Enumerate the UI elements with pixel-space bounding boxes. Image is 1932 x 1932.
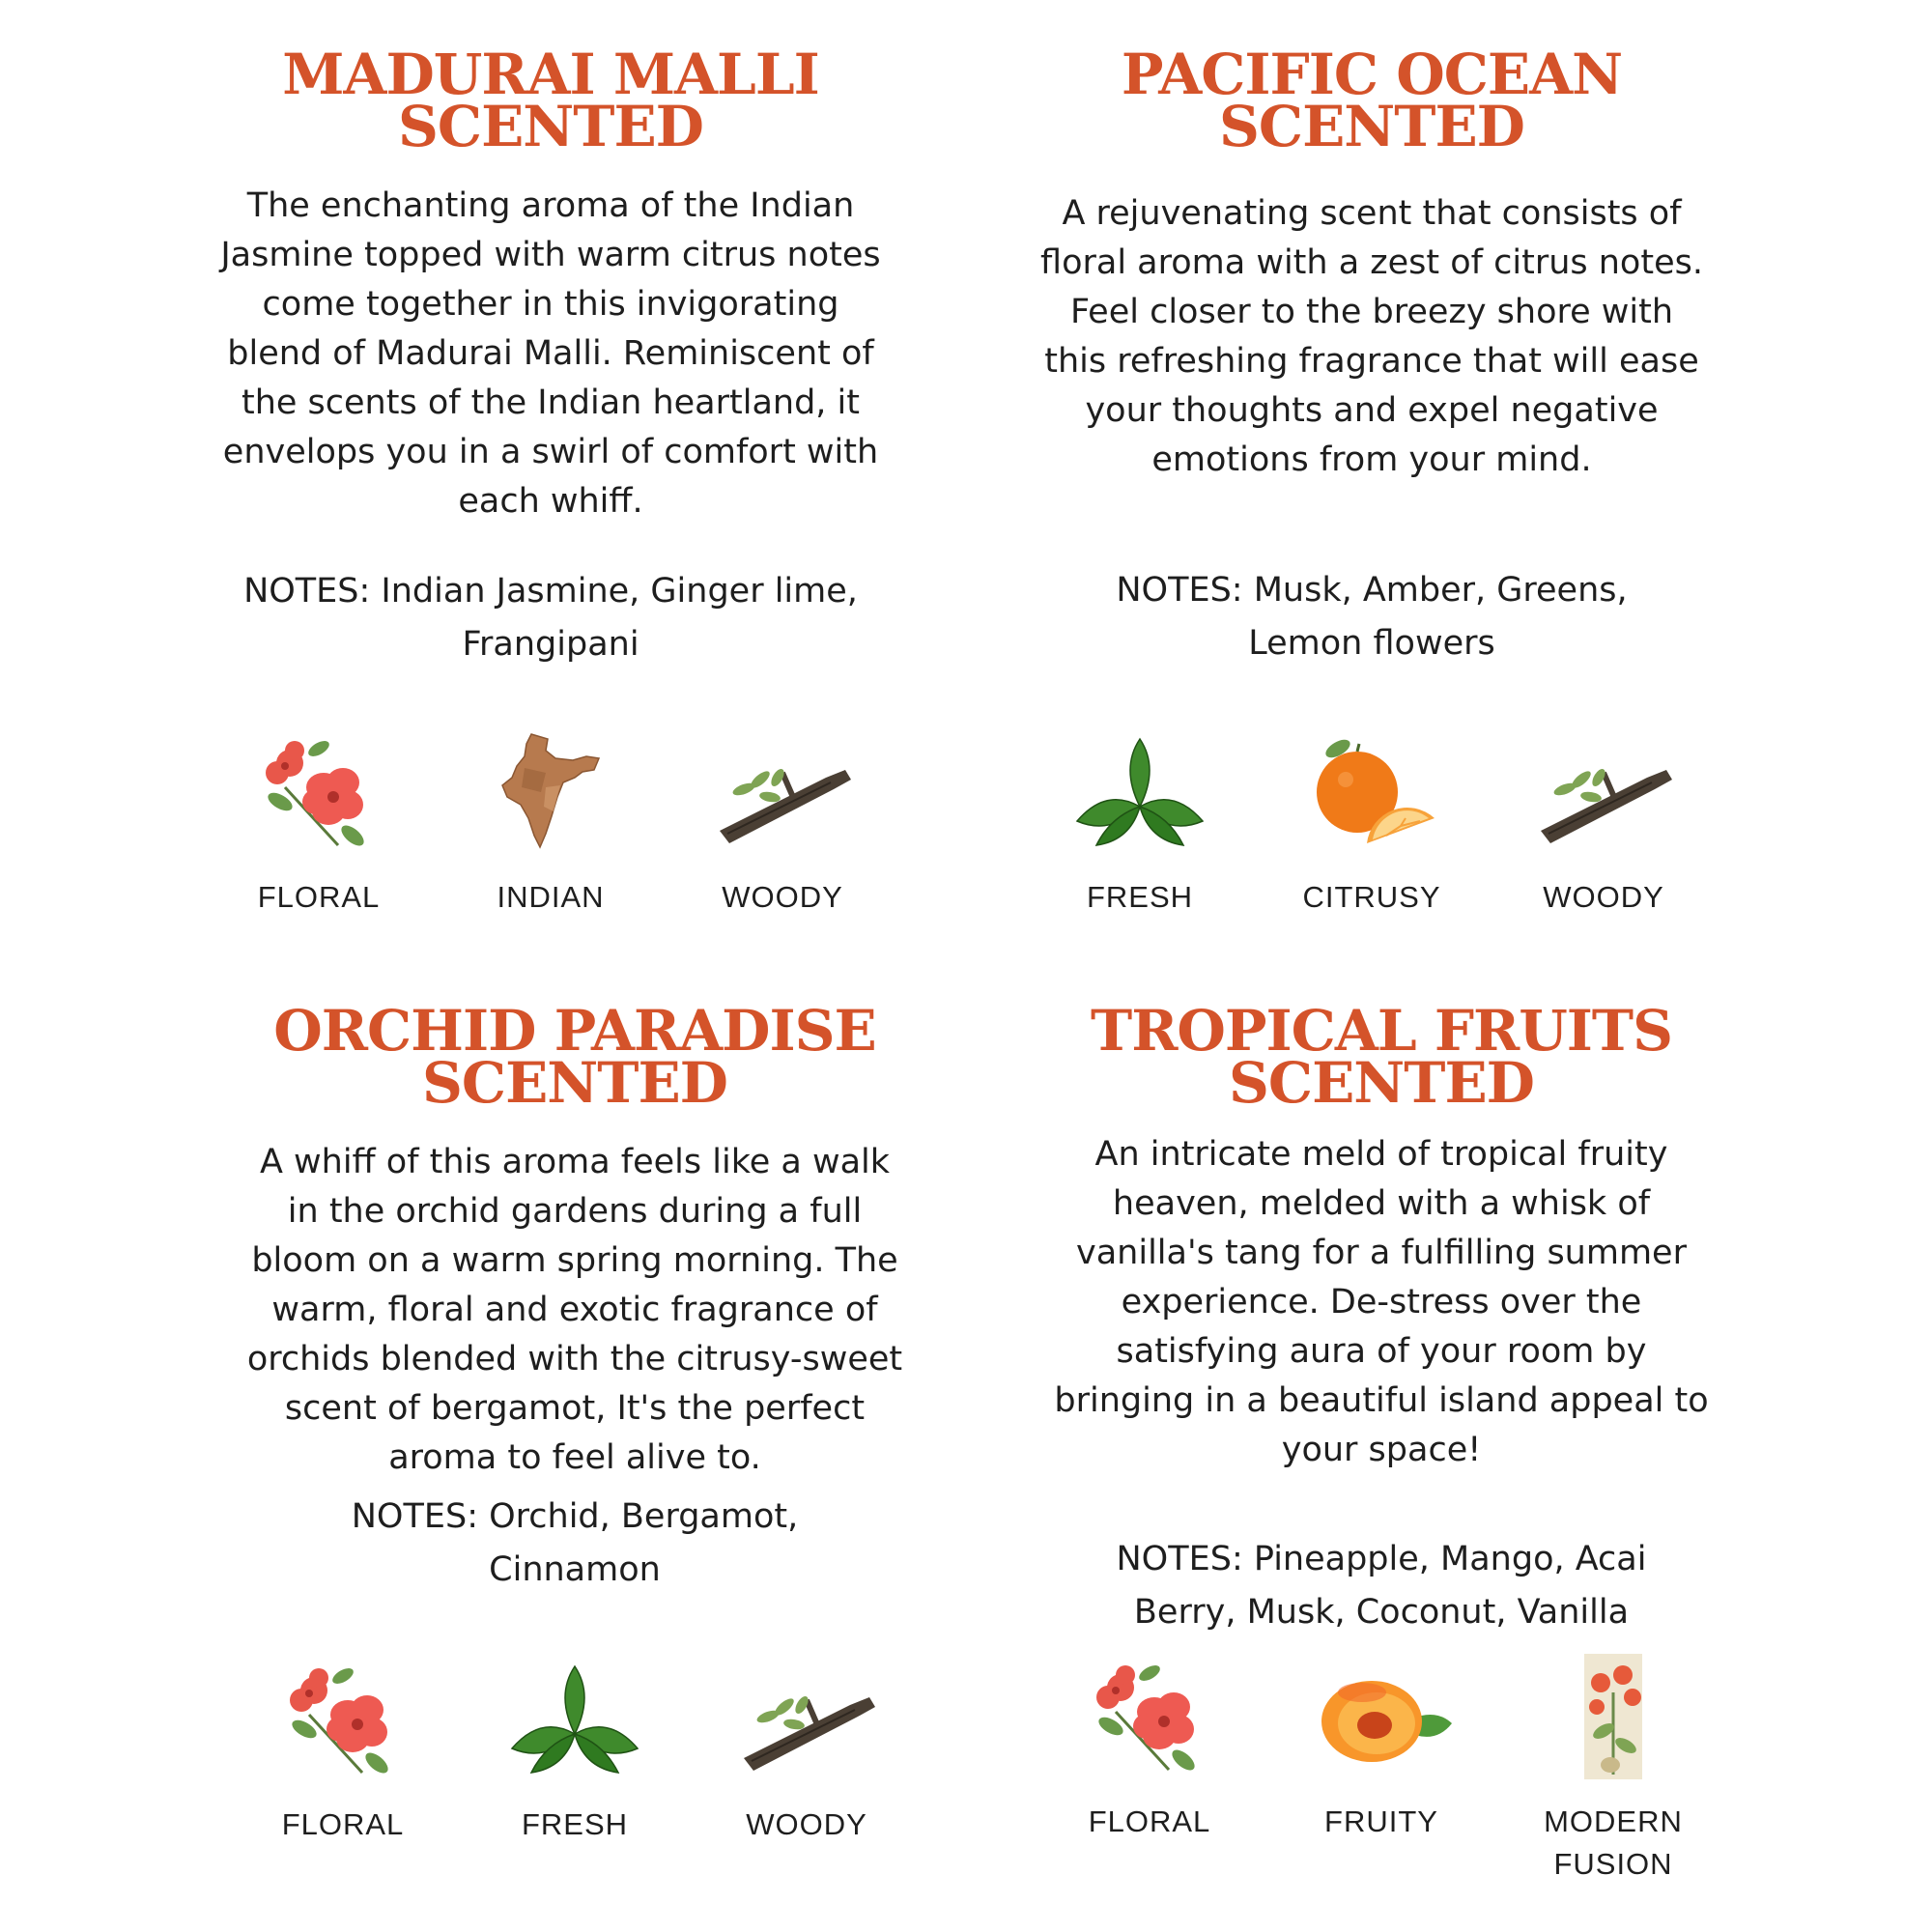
scent-type-fruity [1294, 1654, 1468, 1886]
scent-icons [140, 1657, 1009, 1846]
scent-label: INDIAN [497, 880, 605, 914]
peach-icon [1309, 1654, 1454, 1779]
card-title-line1: PACIFIC OCEAN [1121, 42, 1623, 107]
product-card-madurai-malli [116, 42, 985, 914]
scent-type-woody [1517, 729, 1690, 919]
card-title-line2: SCENTED [1219, 94, 1524, 159]
scent-label: WOODY [1543, 880, 1664, 914]
leaves-icon [502, 1657, 647, 1782]
card-title [116, 42, 985, 159]
card-title-line2: SCENTED [1229, 1050, 1534, 1116]
scent-type-fresh [1053, 729, 1227, 919]
scent-icons [947, 1654, 1816, 1886]
scent-label: MODERN FUSION [1544, 1804, 1683, 1881]
hibiscus-icon [270, 1657, 415, 1782]
scent-label: WOODY [722, 880, 843, 914]
card-title [140, 998, 1009, 1116]
card-title-line2: SCENTED [398, 94, 703, 159]
botanical-print-icon [1541, 1654, 1686, 1779]
scent-type-floral [1063, 1654, 1236, 1886]
card-description: An intricate meld of tropical fruity heaven, melded with a whisk of vanilla's tang for a fulfilling summer experience. De-stress over the satisfying aura of your room by bringing in a beautiful island appeal to your space! [1054, 1135, 1709, 1469]
leaves-icon [1067, 729, 1212, 855]
scent-type-fresh [488, 1657, 662, 1846]
scent-label: FLORAL [257, 880, 381, 914]
card-notes: NOTES: Musk, Amber, Greens, Lemon flowers [1116, 571, 1628, 663]
branch-icon [710, 729, 855, 855]
card-title-line2: SCENTED [422, 1050, 727, 1116]
product-card-orchid-paradise [140, 998, 1009, 1841]
india-map-icon [478, 729, 623, 855]
scent-label: FRESH [521, 1807, 629, 1841]
card-description: The enchanting aroma of the Indian Jasmine topped with warm citrus notes come together in this invigorating blend of Madurai Malli. Reminiscent of the scents of the Indian heartland, it envelops you in a swirl of comfort with each whiff. [220, 186, 881, 521]
card-description: A whiff of this aroma feels like a walk in the orchid gardens during a full bloom on a warm spring morning. The warm, floral and exotic fragrance of orchids blended with the citrusy-sweet scent of bergamot, It's the perfect aroma to feel alive to. [246, 1143, 903, 1477]
card-title [937, 42, 1806, 159]
card-title [947, 998, 1816, 1116]
orange-icon [1299, 729, 1444, 855]
card-title-line1: TROPICAL FRUITS [1091, 998, 1672, 1064]
scent-label: CITRUSY [1302, 880, 1441, 914]
card-title-line1: ORCHID PARADISE [273, 998, 876, 1064]
card-notes: NOTES: Pineapple, Mango, Acai Berry, Musk, Coconut, Vanilla [1116, 1540, 1647, 1632]
scent-type-citrusy [1285, 729, 1459, 919]
scent-type-woody [696, 729, 869, 919]
hibiscus-icon [246, 729, 391, 855]
card-title-line1: MADURAI MALLI [282, 42, 819, 107]
scent-icons [937, 729, 1806, 919]
scent-type-woody [720, 1657, 894, 1846]
branch-icon [734, 1657, 879, 1782]
scent-type-floral [232, 729, 406, 919]
scent-type-floral [256, 1657, 430, 1846]
scent-icons [116, 729, 985, 919]
scent-label: FRESH [1086, 880, 1194, 914]
branch-icon [1531, 729, 1676, 855]
product-card-tropical-fruits [947, 998, 1816, 1881]
card-description: A rejuvenating scent that consists of floral aroma with a zest of citrus notes. Feel closer to the breezy shore with this refreshing fragrance that will ease your thoughts and expel negative emotions from your mind. [1040, 194, 1703, 479]
product-card-pacific-ocean [937, 42, 1806, 914]
scent-label: FRUITY [1324, 1804, 1438, 1838]
scent-label: FLORAL [1088, 1804, 1211, 1838]
scent-type-indian [464, 729, 638, 919]
scent-label: FLORAL [281, 1807, 405, 1841]
scent-type-modern-fusion [1526, 1654, 1700, 1886]
card-notes: NOTES: Indian Jasmine, Ginger lime, Frangipani [243, 572, 858, 664]
scent-label: WOODY [746, 1807, 867, 1841]
card-notes: NOTES: Orchid, Bergamot, Cinnamon [351, 1497, 799, 1589]
hibiscus-icon [1077, 1654, 1222, 1779]
